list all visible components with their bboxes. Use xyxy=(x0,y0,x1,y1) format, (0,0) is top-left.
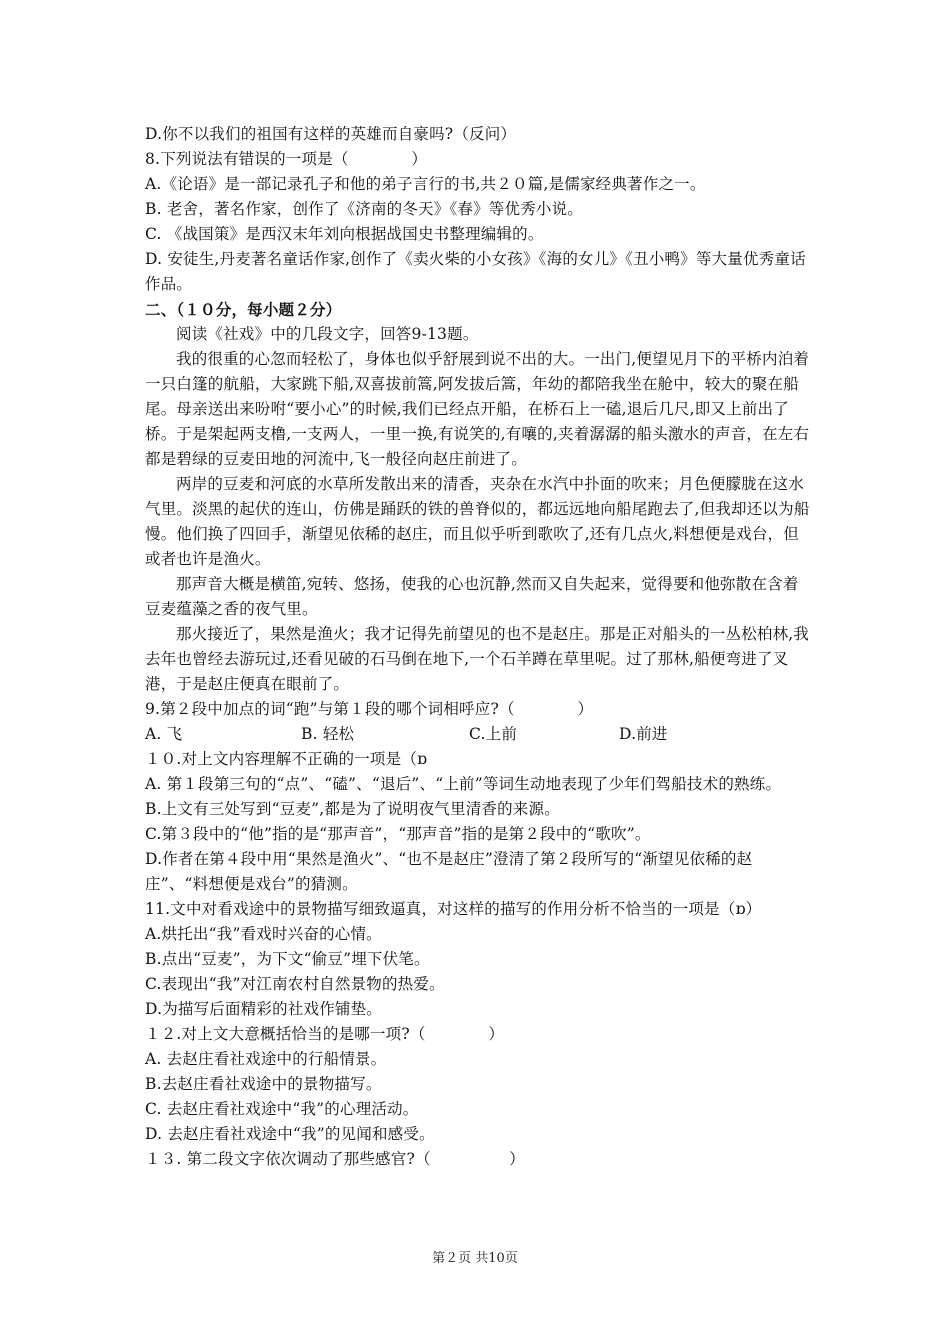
q9-option-d: D.前进 xyxy=(619,725,668,743)
q12-option-a: A. 去赵庄看社戏途中的行船情景。 xyxy=(145,1050,387,1068)
q11-option-a: A.烘托出“我”看戏时兴奋的心情。 xyxy=(145,925,382,943)
question-8: 8.下列说法有错误的一项是（ ） xyxy=(145,150,428,168)
q8-option-b: B. 老舍，著名作家，创作了《济南的冬天》《春》等优秀小说。 xyxy=(145,200,583,218)
q8-option-a: A.《论语》是一部记录孔子和他的弟子言行的书,共２０篇,是儒家经典著作之一。 xyxy=(145,175,706,193)
passage-paragraph-3: 那声音大概是横笛,宛转、悠扬，使我的心也沉静,然而又自失起来，觉得要和他弥散在含着豆麦蕴藻之香的夜气里。 xyxy=(145,575,799,618)
question-11: 11.文中对看戏途中的景物描写细致逼真，对这样的描写的作用分析不恰当的一项是（ɒ） xyxy=(145,900,762,918)
q12-option-c: C. 去赵庄看社戏途中“我”的心理活动。 xyxy=(145,1100,419,1118)
q9-option-a: A. 飞 xyxy=(145,725,183,743)
q8-option-d: D. 安徒生,丹麦著名童话作家,创作了《卖火柴的小女孩》《海的女儿》《丑小鸭》等大量优秀童话作品。 xyxy=(145,250,806,293)
question-12: １２.对上文大意概括恰当的是哪一项?（ ） xyxy=(145,1025,505,1043)
q10-option-d: D.作者在第４段中用“果然是渔火”、“也不是赵庄”澄清了第２段所写的“渐望见依稀的赵庄”、“料想便是戏台”的猜测。 xyxy=(145,850,753,893)
page-content xyxy=(145,122,810,1172)
q11-option-b: B.点出“豆麦”，为下文“偷豆”埋下伏笔。 xyxy=(145,950,430,968)
reading-intro: 阅读《社戏》中的几段文字，回答9-13题。 xyxy=(176,325,479,343)
q10-option-a: A. 第１段第三句的“点”、“磕”、“退后”、“上前”等词生动地表现了少年们驾船技术的熟练。 xyxy=(145,775,782,793)
question-10: １０.对上文内容理解不正确的一项是（ɒ xyxy=(145,750,428,768)
question-9: 9.第２段中加点的词“跑”与第１段的哪个词相呼应?（ ） xyxy=(145,700,594,718)
passage-paragraph-4: 那火接近了，果然是渔火；我才记得先前望见的也不是赵庄。那是正对船头的一丛松柏林,我去年也曾经去游玩过,还看见破的石马倒在地下,一个石羊蹲在草里呢。过了那林,船便弯进了叉港，于是赵庄便真在眼前了。 xyxy=(145,625,810,693)
option-d-previous: D.你不以我们的祖国有这样的英雄而自豪吗?（反问） xyxy=(145,125,517,143)
section-2-heading: 二、（１０分，每小题２分） xyxy=(145,300,342,319)
q9-options xyxy=(145,722,810,747)
passage-paragraph-2: 两岸的豆麦和河底的水草所发散出来的清香，夹杂在水汽中扑面的吹来；月色便朦胧在这水气里。淡黑的起伏的连山，仿佛是踊跃的铁的兽脊似的，都远远地向船尾跑去了,但我却还以为船慢。他们换了四回手，渐望见依稀的赵庄，而且似乎听到歌吹了,还有几点火,料想便是戏台，但或者也许是渔火。 xyxy=(145,475,810,568)
q12-option-b: B.去赵庄看社戏途中的景物描写。 xyxy=(145,1075,382,1093)
question-13: １３. 第二段文字依次调动了那些感官?（ ） xyxy=(145,1150,525,1168)
q11-option-c: C.表现出“我”对江南农村自然景物的热爱。 xyxy=(145,975,445,993)
page-number-footer: 第２页 共10页 xyxy=(432,1251,518,1266)
q8-option-c: C. 《战国策》是西汉末年刘向根据战国史书整理编辑的。 xyxy=(145,225,544,243)
q10-option-c: C.第３段中的“他”指的是“那声音”，“那声音”指的是第２段中的“歌吹”。 xyxy=(145,825,651,843)
q10-option-b: B.上文有三处写到“豆麦”,都是为了说明夜气里清香的来源。 xyxy=(145,800,560,818)
q11-option-d: D.为描写后面精彩的社戏作铺垫。 xyxy=(145,1000,383,1018)
q9-option-b: B. 轻松 xyxy=(301,725,355,743)
q12-option-d: D. 去赵庄看社戏途中“我”的见闻和感受。 xyxy=(145,1125,435,1143)
q9-option-c: C.上前 xyxy=(469,725,518,743)
passage-paragraph-1: 我的很重的心忽而轻松了，身体也似乎舒展到说不出的大。一出门,便望见月下的平桥内泊着一只白篷的航船，大家跳下船,双喜拔前篙,阿发拔后篙，年幼的都陪我坐在舱中，较大的聚在船尾。母亲送出来吩咐“要小心”的时候,我们已经点开船，在桥石上一磕,退后几尺,即又上前出了桥。于是架起两支橹,一支两人，一里一换,有说笑的,有嚷的,夹着潺潺的船头激水的声音，在左右都是碧绿的豆麦田地的河流中,飞一般径向赵庄前进了。 xyxy=(145,350,810,468)
